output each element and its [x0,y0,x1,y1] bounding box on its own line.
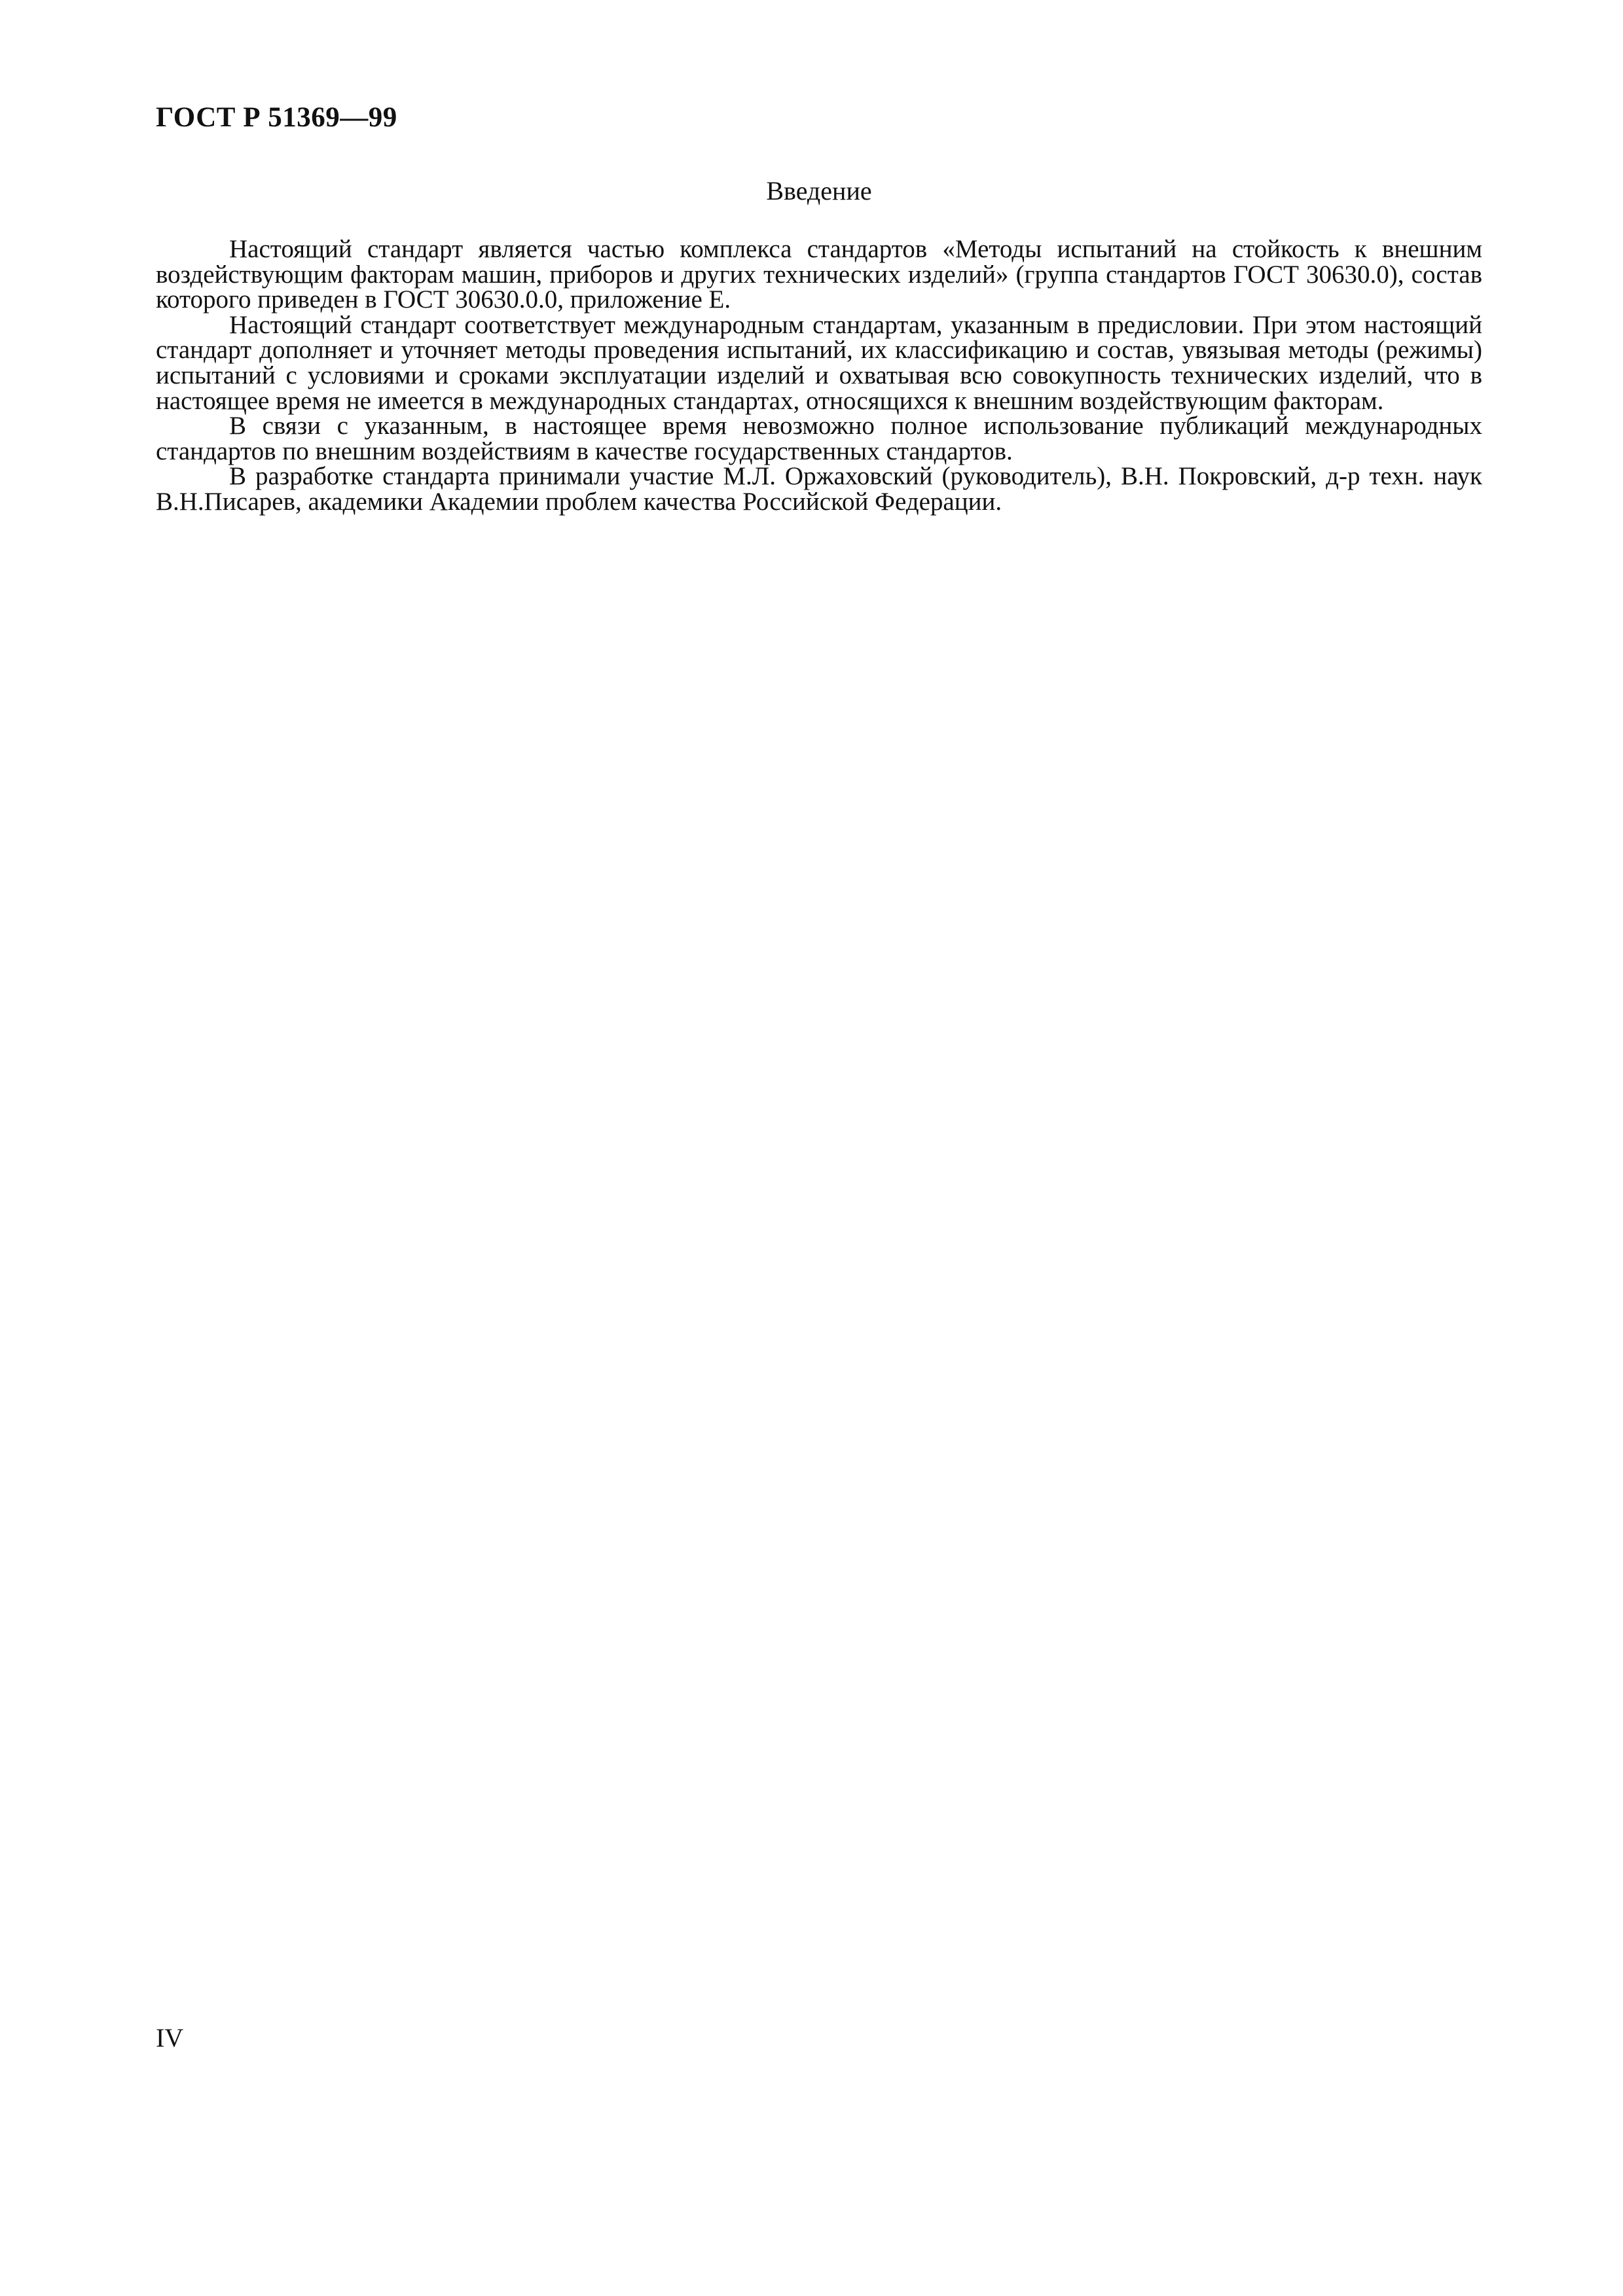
document-code-header: ГОСТ Р 51369—99 [156,102,397,133]
page-number: IV [156,2023,184,2053]
paragraph-4: В разработке стандарта принимали участие М.Л. Оржаховский (руководитель), В.Н. Покровский, д-р техн. наук В.Н.Писарев, академики Академии проблем качества Российской Федерации. [156,462,1482,516]
introduction-body [156,237,1482,515]
paragraph-2: Настоящий стандарт соответствует международным стандартам, указанным в предисловии. При этом настоящий стандарт дополняет и уточняет методы проведения испытаний, их классификацию и состав, увязывая методы (режимы) испытаний с условиями и сроками эксплуатации изделий и охватывая всю совокупность технических изделий, что в настоящее время не имеется в международных стандартах, относящихся к внешним воздействующим факторам. [156,310,1482,415]
paragraph-1: Настоящий стандарт является частью комплекса стандартов «Методы испытаний на стойкость к внешним воздействующим факторам машин, приборов и других технических изделий» (группа стандартов ГОСТ 30630.0), состав которого приведен в ГОСТ 30630.0.0, приложение Е. [156,235,1482,314]
paragraph-3: В связи с указанным, в настоящее время невозможно полное использование публикаций международных стандартов по внешним воздействиям в качестве государственных стандартов. [156,412,1482,465]
section-title: Введение [766,176,872,206]
